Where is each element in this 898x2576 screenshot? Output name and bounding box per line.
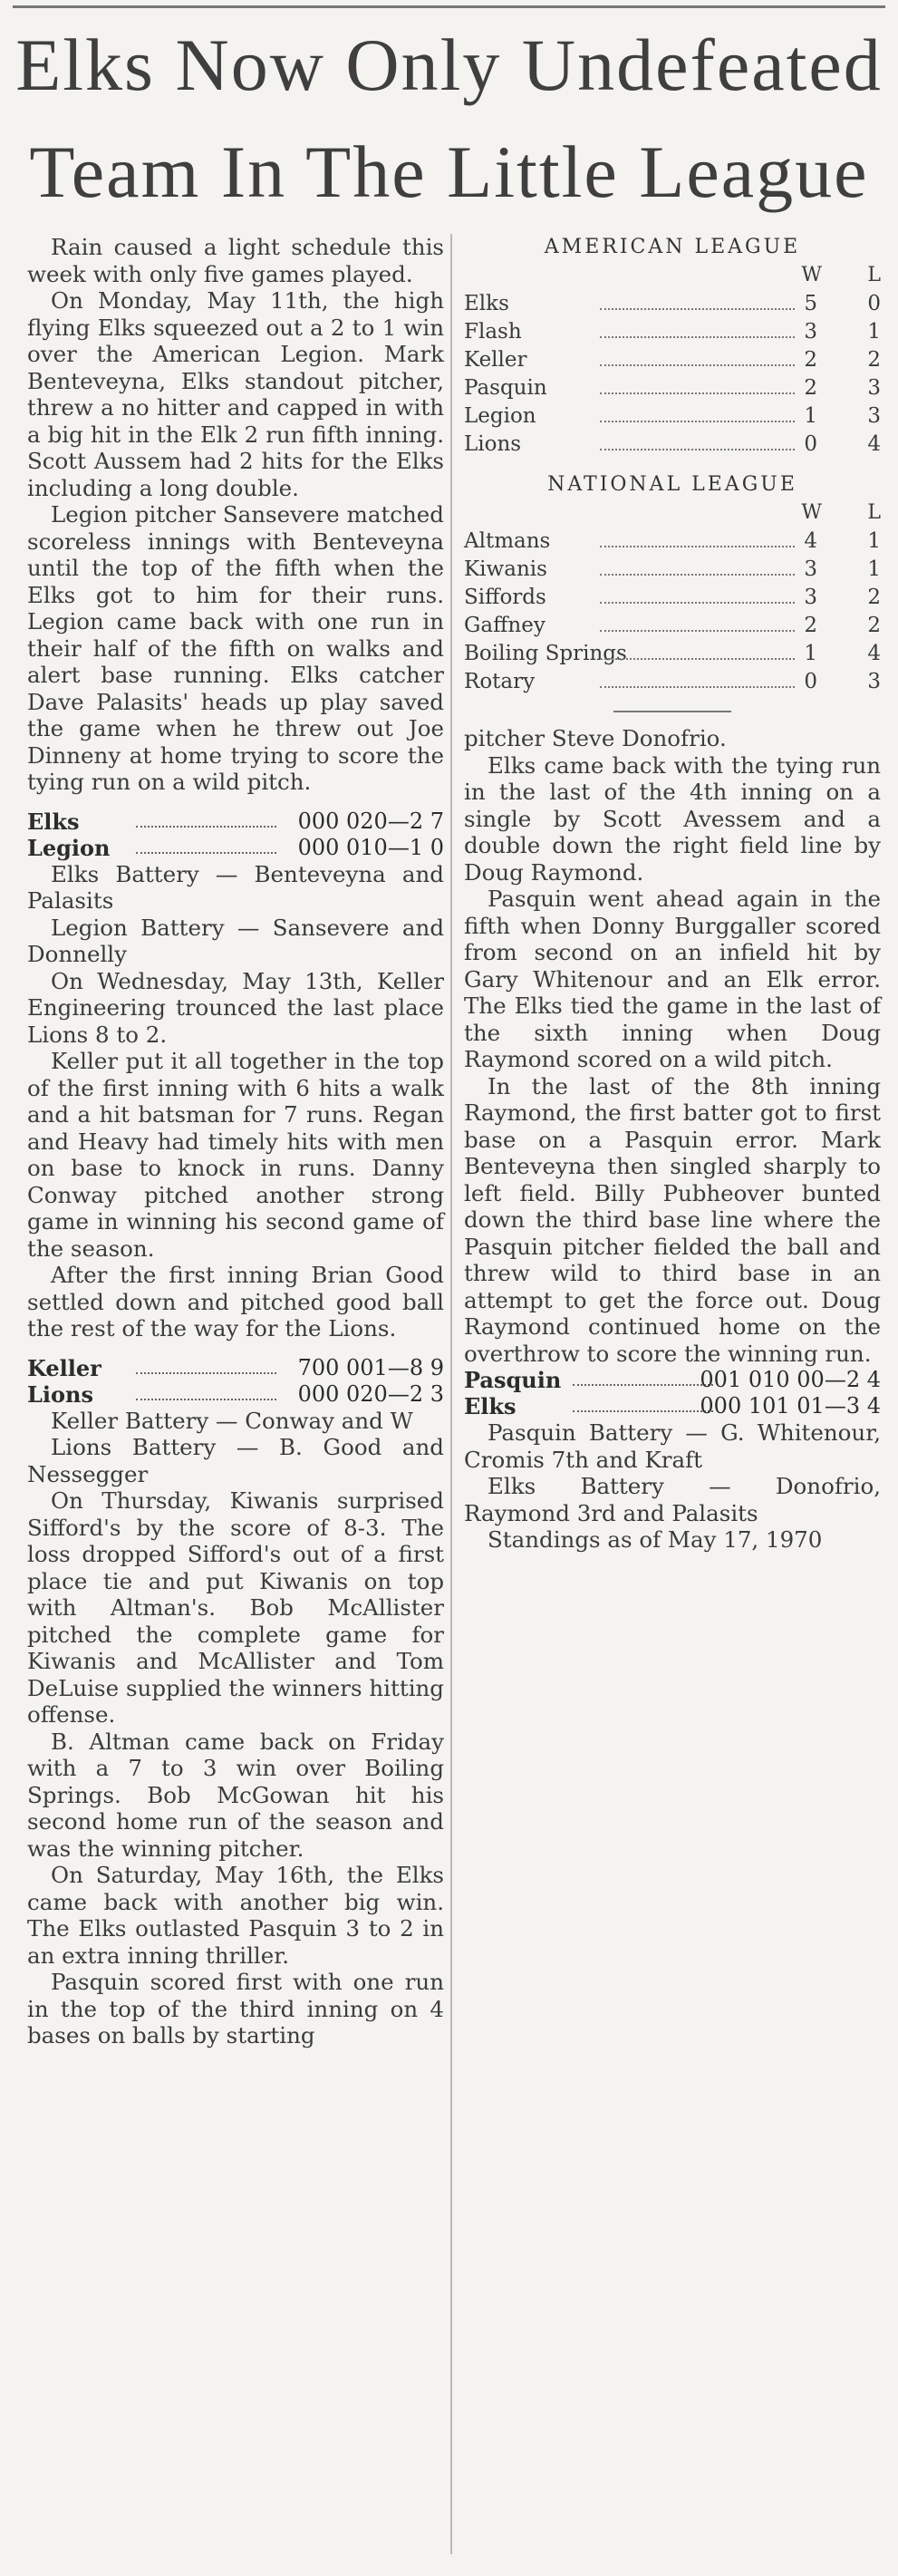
line-score-row	[27, 1381, 444, 1408]
line-score-team: Legion	[27, 834, 111, 861]
losses-header: L	[867, 501, 881, 524]
team-name: Rotary	[464, 670, 536, 693]
article-paragraph: Pasquin scored first with one run in the top of the third inning on 4 bases on balls by starting	[27, 1969, 444, 2048]
team-losses: 0	[867, 292, 881, 315]
article-paragraph: pitcher Steve Donofrio.	[464, 725, 727, 751]
standings-row	[464, 374, 881, 402]
standings-row	[464, 318, 881, 346]
team-name: Altmans	[464, 529, 551, 553]
article-paragraph: On Thursday, Kiwanis surprised Sifford's by the score of 8-3. The loss dropped Sifford's out of a first place tie and put Kiwanis on top with Altman's. Bob McAllister pitched the complete game for Kiwanis and McAllister and Tom DeLuise supplied the winners hitting offense.	[27, 1487, 444, 1728]
team-wins: 1	[804, 642, 817, 665]
team-wins: 0	[804, 432, 817, 456]
team-name: Legion	[464, 404, 536, 428]
standings-header	[464, 261, 881, 290]
team-losses: 1	[867, 529, 881, 553]
standings-header	[464, 499, 881, 528]
team-name: Boiling Springs	[464, 642, 627, 665]
team-name: Elks	[464, 292, 509, 315]
team-wins: 4	[804, 529, 817, 553]
line-score-team: Lions	[27, 1380, 93, 1408]
team-wins: 5	[804, 292, 817, 315]
line-score-row	[464, 1367, 881, 1393]
team-losses: 2	[867, 586, 881, 609]
line-score-value: 000 101 01—3 4	[700, 1393, 881, 1419]
team-losses: 1	[867, 557, 881, 581]
team-wins: 0	[804, 670, 817, 693]
team-name: Keller	[464, 348, 527, 372]
standings-row	[464, 431, 881, 459]
line-score-row	[27, 1355, 444, 1381]
team-name: Kiwanis	[464, 557, 547, 581]
line-score-team: Elks	[27, 808, 80, 835]
article-paragraph: Pasquin went ahead again in the fifth when Donny Burggaller scored from second on an infield hit by Gary Whitenour and an Elk error. The Elks tied the game in the last of the sixth inning when Doug Raymond scored on a wild pitch.	[464, 886, 881, 1072]
line-score-row	[27, 835, 444, 861]
battery-line: Pasquin Battery — G. Whitenour, Cromis 7th and Kraft	[464, 1419, 881, 1473]
line-score-value: 700 001—8 9	[297, 1354, 444, 1380]
team-losses: 3	[867, 670, 881, 693]
team-losses: 3	[867, 404, 881, 428]
wins-header: W	[801, 264, 822, 286]
headline-line-2: Team In The Little League	[29, 131, 869, 213]
line-score-team: Elks	[464, 1393, 517, 1419]
line-score-value: 001 010 00—2 4	[700, 1367, 881, 1392]
standings-row	[464, 640, 881, 668]
line-score-team: Keller	[27, 1354, 101, 1381]
article-paragraph: On Saturday, May 16th, the Elks came back with another big win. The Elks outlasted Pasquin 3 to 2 in an extra inning thriller.	[27, 1862, 444, 1969]
team-name: Pasquin	[464, 376, 547, 400]
standings-row	[464, 402, 881, 431]
team-name: Siffords	[464, 586, 546, 609]
battery-line: Keller Battery — Conway and W	[51, 1407, 413, 1434]
article-paragraph: After the first inning Brian Good settled down and pitched good ball the rest of the way for the Lions.	[27, 1262, 444, 1341]
standings-row	[464, 612, 881, 640]
left-column	[27, 234, 444, 2049]
article-paragraph: Keller put it all together in the top of the first inning with 6 hits a walk and a hit batsman for 7 runs. Regan and Heavy had timely hits with men on base to knock in runs. Danny Conway pitched another strong game in winning his second game of the season.	[27, 1048, 444, 1262]
team-name: Lions	[464, 432, 522, 456]
standings-row	[464, 346, 881, 374]
national-league-standings	[464, 528, 881, 696]
standings-row	[464, 290, 881, 318]
article-paragraph: On Monday, May 11th, the high flying Elks squeezed out a 2 to 1 win over the American Legion. Mark Benteveyna, Elks standout pitcher, threw a no hitter and capped in with a big hit in the Elk 2 run fifth inning. Scott Aussem had 2 hits for the Elks including a long double.	[27, 287, 444, 501]
losses-header: L	[867, 264, 881, 286]
line-score-row	[464, 1393, 881, 1419]
team-name: Gaffney	[464, 614, 546, 637]
top-rule	[13, 5, 885, 8]
line-score-row	[27, 809, 444, 835]
article-paragraph: Legion pitcher Sansevere matched scoreless innings with Benteveyna until the top of the fifth when the Elks got to him for their runs. Legion came back with one run in their half of the fifth on walks and alert base running. Elks catcher Dave Palasits' heads up play saved the game when he threw out Joe Dinneny at home trying to score the tying run on a wild pitch.	[27, 501, 444, 795]
standings-row	[464, 556, 881, 584]
battery-line: Elks Battery — Benteveyna and Palasits	[27, 860, 444, 914]
column-divider	[450, 234, 452, 2554]
american-league-title: AMERICAN LEAGUE	[544, 236, 801, 258]
line-score-value: 000 020—2 7	[297, 808, 444, 834]
article-paragraph: Elks came back with the tying run in the last of the 4th inning on a single by Scott Avessem and a double down the right field line by Doug Raymond.	[464, 751, 881, 886]
standings-row	[464, 668, 881, 696]
line-score-value: 000 020—2 3	[297, 1380, 444, 1407]
team-losses: 1	[867, 320, 881, 344]
wins-header: W	[801, 501, 822, 524]
article-paragraph: On Wednesday, May 13th, Keller Engineering trounced the last place Lions 8 to 2.	[27, 967, 444, 1048]
line-score-team: Pasquin	[464, 1367, 562, 1393]
line-score-value: 000 010—1 0	[297, 834, 444, 860]
team-wins: 2	[804, 614, 817, 637]
battery-line: Legion Battery — Sansevere and Donnelly	[27, 914, 444, 967]
standings-date-note: Standings as of May 17, 1970	[488, 1526, 823, 1553]
team-wins: 2	[804, 348, 817, 372]
article-paragraph: Rain caused a light schedule this week with only five games played.	[27, 234, 444, 287]
team-losses: 3	[867, 376, 881, 400]
section-rule	[613, 711, 731, 712]
battery-line: Lions Battery — B. Good and Nessegger	[27, 1434, 444, 1487]
battery-line: Elks Battery — Donofrio, Raymond 3rd and Palasits	[464, 1473, 881, 1526]
article-paragraph: In the last of the 8th inning Raymond, the first batter got to first base on a Pasquin error. Mark Benteveyna then singled sharply to left field. Billy Pubheover bunted down the third base line where the Pasquin pitcher fielded the ball and threw wild to third base in an attempt to get the force out. Doug Raymond continued home on the overthrow to score the winning run.	[464, 1072, 881, 1367]
national-league-title: NATIONAL LEAGUE	[547, 473, 797, 496]
american-league-standings	[464, 290, 881, 459]
article-paragraph: B. Altman came back on Friday with a 7 to 3 win over Boiling Springs. Bob McGowan hit his second home run of the season and was the winning pitcher.	[27, 1728, 444, 1862]
team-wins: 3	[804, 320, 817, 344]
right-column	[464, 234, 881, 1554]
team-name: Flash	[464, 320, 522, 344]
team-wins: 1	[804, 404, 817, 428]
team-losses: 2	[867, 348, 881, 372]
team-losses: 4	[867, 432, 881, 456]
team-wins: 3	[804, 586, 817, 609]
team-losses: 2	[867, 614, 881, 637]
team-wins: 3	[804, 557, 817, 581]
team-wins: 2	[804, 376, 817, 400]
team-losses: 4	[867, 642, 881, 665]
headline-line-1: Elks Now Only Undefeated	[15, 24, 883, 106]
standings-row	[464, 584, 881, 612]
standings-row	[464, 528, 881, 556]
